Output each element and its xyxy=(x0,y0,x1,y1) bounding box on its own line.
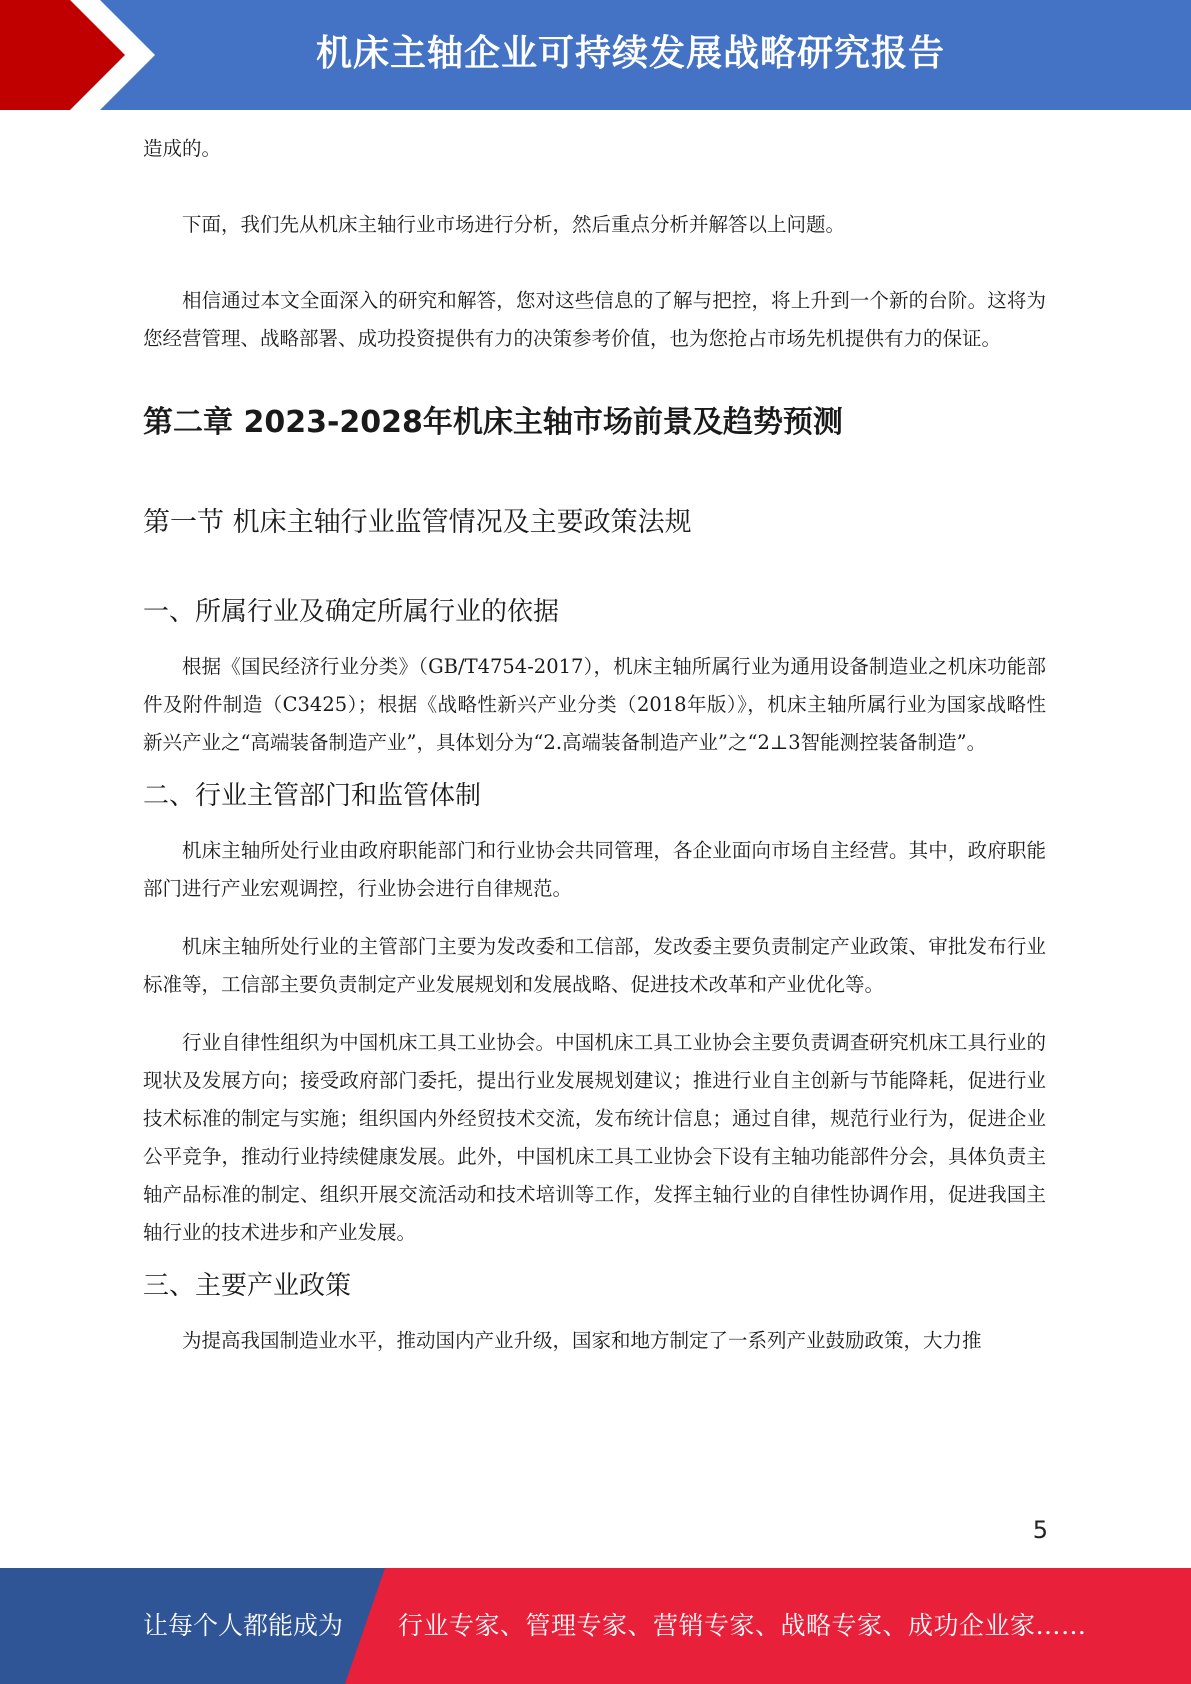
subsection-heading-1: 一、所属行业及确定所属行业的依据 xyxy=(143,597,560,627)
footer-slogan-right: 行业专家、管理专家、营销专家、战略专家、成功企业家…… xyxy=(398,1611,1087,1640)
paragraph-regulation-2: 机床主轴所处行业的主管部门主要为发改委和工信部，发改委主要负责制定产业政策、审批发布行业标准等，工信部主要负责制定产业发展规划和发展战略、促进技术改革和产业优化等。 xyxy=(143,935,1046,996)
footer-slogan-left: 让每个人都能成为 xyxy=(143,1611,344,1640)
paragraph-believe: 相信通过本文全面深入的研究和解答，您对这些信息的了解与把控，将上升到一个新的台阶。这将为您经营管理、战略部署、成功投资提供有力的决策参考价值，也为您抢占市场先机提供有力的保证。 xyxy=(143,289,1046,350)
paragraph-intro-tail: 造成的。 xyxy=(143,137,222,160)
document-body xyxy=(143,130,1046,1360)
paragraph-next: 下面，我们先从机床主轴行业市场进行分析，然后重点分析并解答以上问题。 xyxy=(182,213,846,236)
paragraph-policy: 为提高我国制造业水平，推动国内产业升级，国家和地方制定了一系列产业鼓励政策，大力推 xyxy=(182,1329,982,1352)
page-header xyxy=(0,0,1191,110)
report-title: 机床主轴企业可持续发展战略研究报告 xyxy=(315,33,945,74)
paragraph-industry-basis: 根据《国民经济行业分类》（GB/T4754-2017），机床主轴所属行业为通用设备制造业之机床功能部件及附件制造（C3425）；根据《战略性新兴产业分类（2018年版）》，机床主轴所属行业为国家战略性新兴产业之“高端装备制造产业”，具体划分为“2.高端装备制造产业”之“2⊥3智能测控装备制造”。 xyxy=(143,655,1046,754)
header-chevron-decoration xyxy=(0,0,160,110)
chapter-heading: 第二章 2023-2028年机床主轴市场前景及趋势预测 xyxy=(143,405,843,440)
page-footer xyxy=(0,1568,1191,1684)
subsection-heading-3: 三、主要产业政策 xyxy=(143,1271,352,1301)
section-heading: 第一节 机床主轴行业监管情况及主要政策法规 xyxy=(143,507,692,538)
subsection-heading-2: 二、行业主管部门和监管体制 xyxy=(143,781,482,811)
page-number: 5 xyxy=(1032,1516,1048,1544)
paragraph-regulation-3: 行业自律性组织为中国机床工具工业协会。中国机床工具工业协会主要负责调查研究机床工具行业的现状及发展方向；接受政府部门委托，提出行业发展规划建议；推进行业自主创新与节能降耗，促进行业技术标准的制定与实施；组织国内外经贸技术交流，发布统计信息；通过自律，规范行业行为，促进企业公平竞争，推动行业持续健康发展。此外，中国机床工具工业协会下设有主轴功能部件分会，具体负责主轴产品标准的制定、组织开展交流活动和技术培训等工作，发挥主轴行业的自律性协调作用，促进我国主轴行业的技术进步和产业发展。 xyxy=(143,1031,1046,1244)
paragraph-regulation-1: 机床主轴所处行业由政府职能部门和行业协会共同管理，各企业面向市场自主经营。其中，政府职能部门进行产业宏观调控，行业协会进行自律规范。 xyxy=(143,839,1046,900)
